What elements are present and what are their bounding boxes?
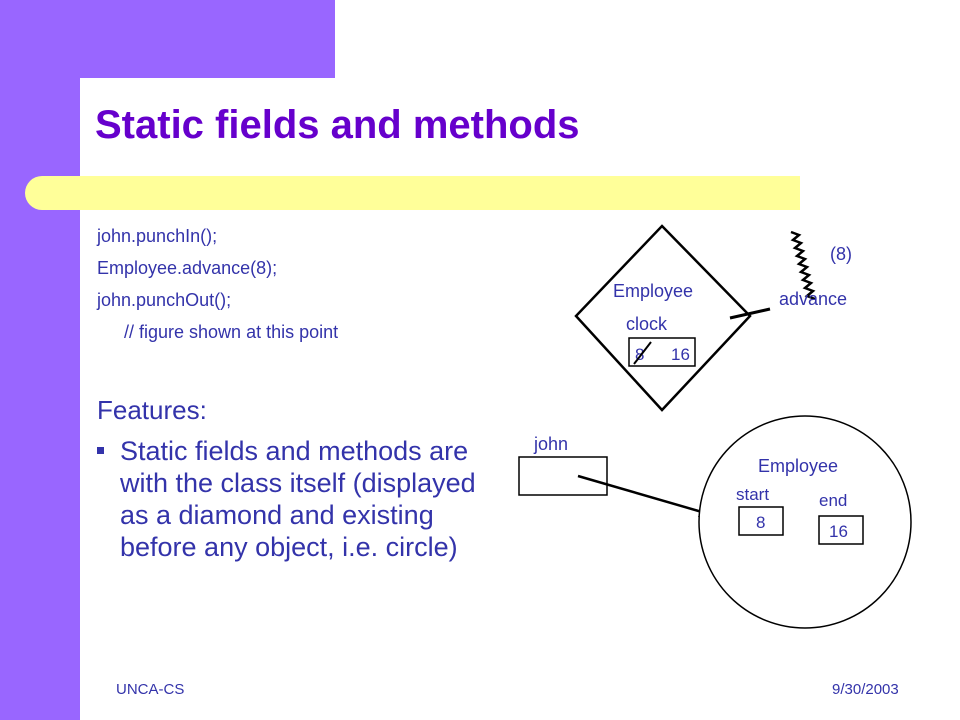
end-field-label: end: [819, 491, 848, 510]
diamond-class-label: Employee: [613, 281, 694, 301]
clock-old-value: 8: [635, 345, 645, 364]
bullet-text: Static fields and methods are with the class itself (displayed as a diamond and existing before any object, i.e. circle): [120, 436, 476, 562]
end-value: 16: [829, 522, 848, 541]
footer-left: UNCA-CS: [116, 681, 185, 698]
start-field-label: start: [736, 485, 770, 504]
start-value: 8: [756, 513, 766, 532]
advance-arg: (8): [830, 244, 852, 264]
clock-field-label: clock: [626, 314, 668, 334]
john-reference-box: [519, 457, 607, 495]
features-heading: Features:: [97, 395, 207, 425]
code-line-1: john.punchIn();: [97, 226, 218, 246]
code-comment: // figure shown at this point: [124, 322, 339, 342]
john-label: john: [534, 434, 569, 454]
footer-date: 9/30/2003: [832, 681, 899, 698]
code-line-2: Employee.advance(8);: [97, 258, 278, 278]
advance-method-label: advance: [779, 289, 848, 309]
code-line-3: john.punchOut();: [97, 290, 232, 310]
object-class-label: Employee: [758, 456, 839, 476]
object-circle: [699, 416, 911, 628]
slide-title: Static fields and methods: [95, 103, 580, 147]
clock-new-value: 16: [671, 345, 690, 364]
